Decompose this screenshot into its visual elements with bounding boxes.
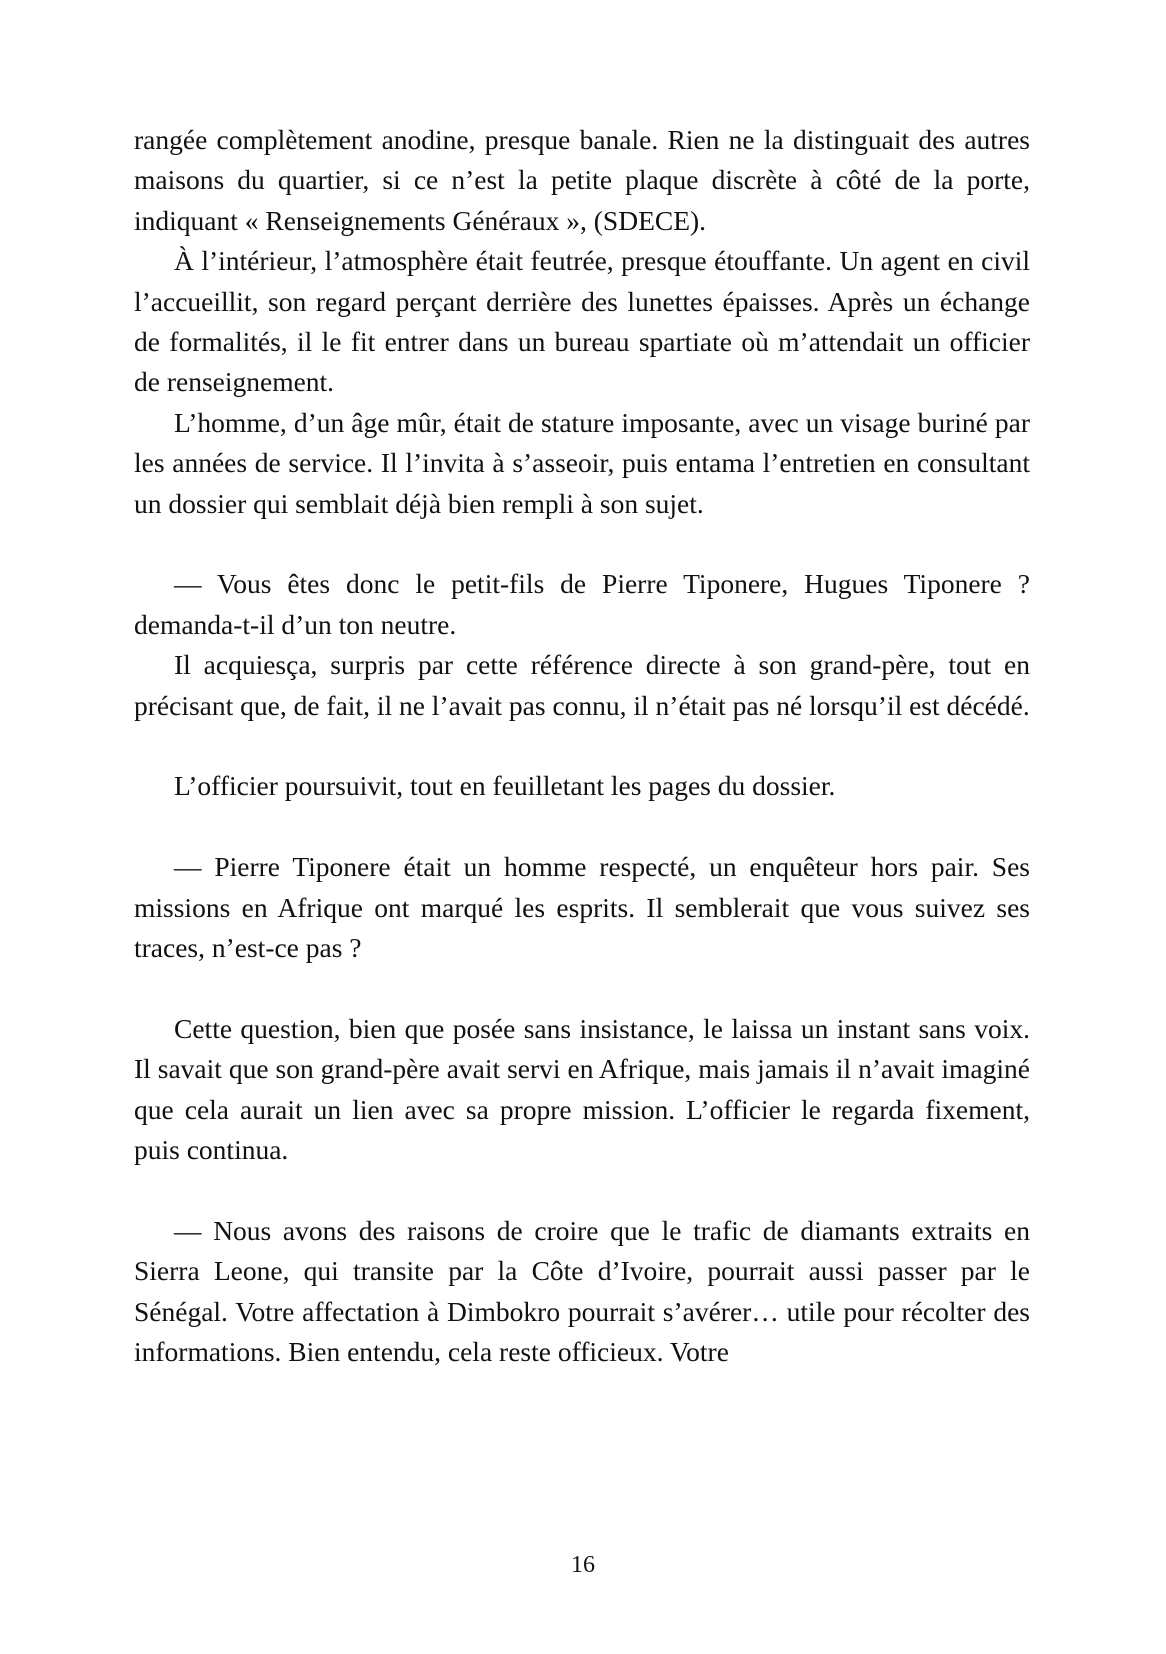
paragraph-8: Cette question, bien que posée sans insistance, le laissa un instant sans voix. Il savait que son grand-père avait servi en Afrique, mais jamais il n’avait imaginé que cela aurait un lien avec sa propre mission. L’officier le regarda fixement, puis continua. bbox=[134, 1012, 1030, 1166]
paragraph-6: L’officier poursuivit, tout en feuilletant les pages du dossier. bbox=[174, 770, 836, 802]
paragraph-gap bbox=[134, 968, 1030, 1008]
paragraph-gap bbox=[134, 524, 1030, 564]
paragraph-gap bbox=[134, 1171, 1030, 1211]
page-number: 16 bbox=[571, 1552, 595, 1578]
page-body bbox=[134, 120, 1030, 1373]
paragraph-3: L’homme, d’un âge mûr, était de stature imposante, avec un visage buriné par les années de service. Il l’invita à s’asseoir, puis entama l’entretien en consultant un dossier qui semblait déjà bien rempli à son sujet. bbox=[134, 406, 1030, 519]
paragraph-9: — Nous avons des raisons de croire que le trafic de diamants extraits en Sierra Leone, qui transite par la Côte d’Ivoire, pourrait aussi passer par le Sénégal. Votre affectation à Dimbokro pourrait s’avérer… utile pour récolter des informations. Bien entendu, cela reste officieux. Votre bbox=[134, 1214, 1030, 1368]
paragraph-7: — Pierre Tiponere était un homme respecté, un enquêteur hors pair. Ses missions en Afrique ont marqué les esprits. Il semblerait que vous suivez ses traces, n’est-ce pas ? bbox=[134, 851, 1030, 964]
paragraph-gap bbox=[134, 726, 1030, 766]
paragraph-4: — Vous êtes donc le petit-fils de Pierre Tiponere, Hugues Tiponere ? demanda-t-il d’un ton neutre. bbox=[134, 568, 1030, 640]
paragraph-2: À l’intérieur, l’atmosphère était feutrée, presque étouffante. Un agent en civil l’accueillit, son regard perçant derrière des lunettes épaisses. Après un échange de formalités, il le fit entrer dans un bureau spartiate où m’attendait un officier de renseignement. bbox=[134, 245, 1030, 398]
paragraph-1: rangée complètement anodine, presque banale. Rien ne la distinguait des autres maisons du quartier, si ce n’est la petite plaque discrète à côté de la porte, indiquant « Renseignements Généraux », (SDECE). bbox=[134, 124, 1030, 236]
paragraph-5: Il acquiesça, surpris par cette référence directe à son grand-père, tout en précisant que, de fait, il ne l’avait pas connu, il n’était pas né lorsqu’il est décédé. bbox=[134, 649, 1030, 721]
paragraph-gap bbox=[134, 807, 1030, 847]
